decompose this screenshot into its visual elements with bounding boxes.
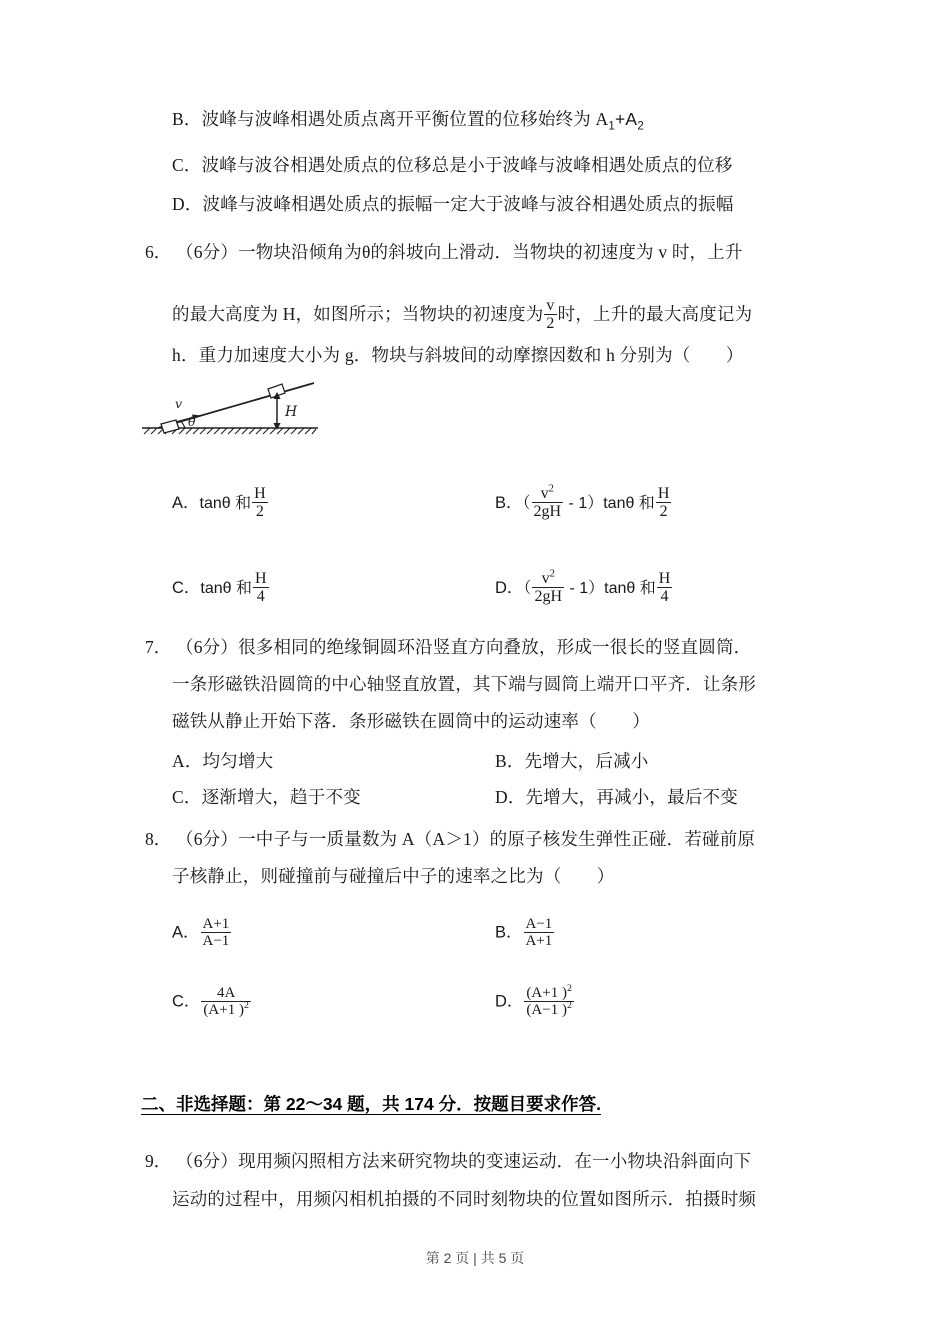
q5-option-b-plus: +A [615, 109, 638, 129]
section-2-heading: 二、非选择题：第 22〜34 题，共 174 分．按题目要求作答. [141, 1094, 601, 1114]
q8-option-d-fraction [524, 985, 573, 1018]
q6-option-d-label: D． [495, 578, 524, 597]
q6-option-b-fraction2: $\frac{H}{2}$ [657, 485, 670, 521]
q6-option-d-fraction: $\frac{v^2}{2gH}$ [534, 568, 562, 606]
q7-number: 7． [145, 637, 172, 657]
q8-option-b-fraction: $\frac{A-1}{A+1}$ [525, 916, 553, 950]
q6-stem-line3: h．重力加速度大小为 g．物块与斜坡间的动摩擦因数和 h 分别为（ ） [172, 345, 744, 365]
q6-option-b-num: $v^2$ [532, 485, 564, 503]
q6-option-d[interactable] [495, 570, 673, 606]
q9-score: （6分） [176, 1151, 239, 1171]
q6-option-b-label: B． [495, 493, 523, 512]
q7-score: （6分） [176, 637, 239, 657]
q6-option-d-text: tanθ 和 [604, 579, 656, 597]
q5-option-b [172, 106, 644, 132]
q8-option-c[interactable] [172, 985, 252, 1018]
q5-option-b-sub1: 1 [608, 120, 616, 133]
q6-stem-line1 [176, 239, 743, 265]
q6-option-a-fraction: $\frac{H}{2}$ [254, 485, 266, 521]
q7-stem-line3: 磁铁从静止开始下落．条形磁铁在圆筒中的运动速率（ ） [172, 711, 650, 731]
q6-option-a-label: A． [172, 493, 200, 512]
q9-stem-line1 [176, 1148, 751, 1174]
q6-stem-line1-text: 一物块沿倾角为θ的斜坡向上滑动．当物块的初速度为 v 时，上升 [238, 242, 743, 262]
q8-option-d-num: (A+1 )$^2$ [526, 983, 572, 1001]
theta-label: θ [188, 414, 196, 429]
q5-option-b-sub2: 2 [637, 120, 644, 133]
q9-number: 9． [145, 1151, 172, 1171]
q6-option-b-minus: - 1） [564, 494, 604, 512]
q6-incline-figure [138, 372, 358, 440]
q7-stem-line1-text: 很多相同的绝缘铜圆环沿竖直方向叠放，形成一很长的竖直圆筒． [238, 637, 752, 657]
q9-stem-line2: 运动的过程中，用频闪相机拍摄的不同时刻物块的位置如图所示．拍摄时频 [172, 1189, 757, 1209]
q7-stem-line2: 一条形磁铁沿圆筒的中心轴竖直放置，其下端与圆筒上端开口平齐．让条形 [172, 674, 757, 694]
q6-velocity-half-fraction: $\frac{v}{2}$ [546, 297, 555, 333]
q6-option-b-fraction: $\frac{v^2}{2gH}$ [533, 483, 562, 521]
q6-option-a-text: tanθ 和 [199, 494, 252, 512]
q6-stem-line2 [172, 297, 752, 333]
q5-option-b-text: B．波峰与波峰相遇处质点离开平衡位置的位移始终为 A [172, 109, 609, 129]
q6-stem-line2-a: 的最大高度为 H，如图所示；当物块的初速度为 [172, 303, 544, 324]
q8-option-c-fraction: $\frac{4A}{(A+1 )^2}$ [203, 985, 249, 1019]
q6-option-d-num: $v^2$ [532, 570, 564, 588]
q7-option-b[interactable]: B．先增大，后减小 [495, 751, 649, 771]
q6-option-b-paren-open: （ [522, 494, 531, 512]
q5-option-d: D．波峰与波峰相遇处质点的振幅一定大于波峰与波谷相遇处质点的振幅 [172, 194, 734, 214]
velocity-label: v [175, 396, 183, 411]
q7-stem-line1 [176, 634, 751, 660]
q8-option-a[interactable] [172, 916, 232, 949]
q6-option-c-label: C． [172, 578, 201, 597]
q6-score: （6分） [176, 242, 239, 262]
q6-option-c-fraction: $\frac{H}{4}$ [255, 570, 267, 606]
height-arrow [273, 392, 280, 430]
q8-option-c-label: C． [172, 992, 201, 1011]
q6-option-d-minus: - 1） [565, 579, 605, 597]
q9-stem-line1-text: 现用频闪照相方法来研究物块的变速运动．在一小物块沿斜面向下 [238, 1151, 752, 1171]
q6-number: 6． [145, 242, 172, 262]
q8-option-d[interactable] [495, 985, 575, 1018]
q7-option-c[interactable]: C．逐渐增大，趋于不变 [172, 787, 361, 807]
q8-option-c-den: (A+1 )$^2$ [203, 1000, 249, 1019]
q8-option-d-den: (A−1 )$^2$ [526, 1000, 572, 1019]
q6-option-d-fraction2: $\frac{H}{4}$ [658, 570, 671, 606]
q8-option-b[interactable] [495, 916, 555, 949]
q5-option-c: C．波峰与波谷相遇处质点的位移总是小于波峰与波峰相遇处质点的位移 [172, 155, 733, 175]
q7-option-a[interactable]: A．均匀增大 [172, 751, 274, 771]
q6-option-c[interactable] [172, 570, 270, 606]
q8-stem-line1 [176, 826, 755, 852]
height-label: H [285, 404, 298, 420]
q6-option-d-paren-open: （ [523, 579, 532, 597]
q6-option-b-text: tanθ 和 [603, 494, 655, 512]
q7-option-d[interactable]: D．先增大，再减小，最后不变 [495, 787, 738, 807]
q8-stem-line2: 子核静止，则碰撞前与碰撞后中子的速率之比为（ ） [172, 866, 615, 886]
q8-option-a-label: A． [172, 923, 200, 942]
q8-number: 8． [145, 829, 172, 849]
q6-stem-line2-b: 时，上升的最大高度记为 [557, 303, 753, 324]
q6-option-c-text: tanθ 和 [200, 579, 253, 597]
q8-stem-line1-text: 一中子与一质量数为 A（A＞1）的原子核发生弹性正碰．若碰前原 [238, 829, 756, 849]
q6-incline-svg [138, 372, 358, 440]
q8-option-b-label: B． [495, 923, 523, 942]
q6-option-a[interactable] [172, 485, 269, 521]
page-footer: 第 2 页 | 共 5 页 [425, 1250, 525, 1266]
q6-option-b[interactable] [495, 485, 672, 521]
q8-option-a-fraction: $\frac{A+1}{A-1}$ [202, 916, 230, 950]
q8-score: （6分） [176, 829, 239, 849]
q8-option-d-label: D． [495, 992, 524, 1011]
